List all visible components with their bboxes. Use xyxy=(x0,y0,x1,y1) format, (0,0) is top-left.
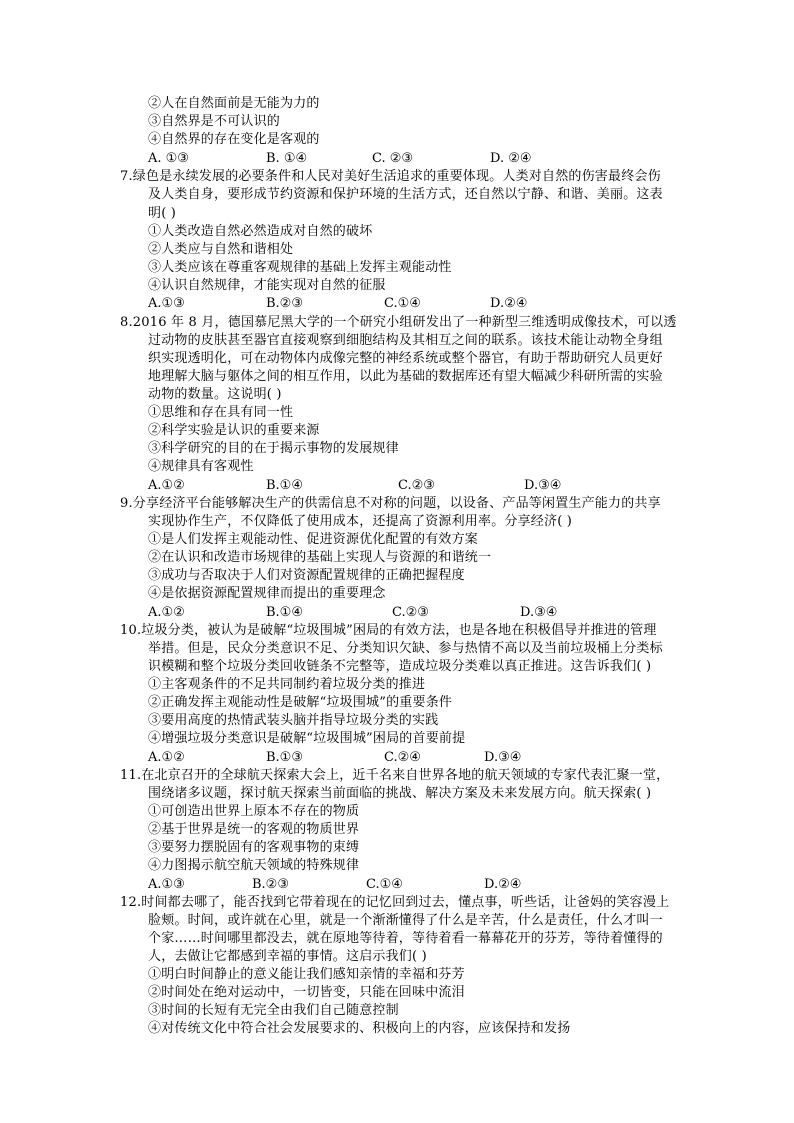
q12-stem-line-2: 脸颊。时间，或许就在心里，就是一个渐渐懂得了什么是辛苦，什么是责任，什么才叫一 xyxy=(148,913,663,928)
q9-option-1: ①是人们发挥主观能动性、促进资源优化配置的有效方案 xyxy=(148,532,479,547)
q11-option-4: ④力图揭示航空航天领域的特殊规律 xyxy=(148,858,360,873)
q11-choice-b: B.②③ xyxy=(252,877,289,892)
q12-option-2: ②时间处在绝对运动中，一切皆变，只能在回味中流泪 xyxy=(148,985,465,1000)
q8-choice-a: A.①② xyxy=(148,478,185,493)
q6-choice-c: C. ②③ xyxy=(372,151,414,166)
q8-option-2: ②科学实验是认识的重要来源 xyxy=(148,423,320,438)
q7-stem-line-1: 7.绿色是永续发展的必要条件和人民对美好生活追求的重要体现。人类对自然的伤害最终会伤 xyxy=(120,169,661,184)
q7-option-3: ③人类应该在尊重客观规律的基础上发挥主观能动性 xyxy=(148,260,452,275)
q8-stem-line-5: 动物的数量。这说明( ) xyxy=(148,387,282,402)
q9-option-3: ③成功与否取决于人们对资源配置规律的正确把握程度 xyxy=(148,568,465,583)
q9-choice-d: D.③④ xyxy=(520,605,558,620)
q10-choice-a: A.①② xyxy=(148,750,185,765)
q6-option-4: ④自然界的存在变化是客观的 xyxy=(148,132,320,147)
q9-option-4: ④是依据资源配置规律而提出的重要理念 xyxy=(148,586,386,601)
q7-choice-a: A.①③ xyxy=(148,296,185,311)
q12-stem-line-3: 个家……时间哪里都没去，就在原地等待着，等待着看一幕幕花开的芬芳，等待着懂得的 xyxy=(148,931,663,946)
q7-option-1: ①人类改造自然必然造成对自然的破坏 xyxy=(148,224,373,239)
q11-choice-c: C.①④ xyxy=(366,877,403,892)
q8-choice-d: D.③④ xyxy=(524,478,562,493)
q10-choice-c: C.②④ xyxy=(384,750,421,765)
q9-option-2: ②在认识和改造市场规律的基础上实现人与资源的和谐统一 xyxy=(148,550,492,565)
q10-option-2: ②正确发挥主观能动性是破解“垃圾围城”的重要条件 xyxy=(148,695,453,710)
q8-stem-line-4: 地理解大脑与躯体之间的相互作用，以此为基础的数据库还有望大幅减少科研所需的实验 xyxy=(148,369,663,384)
q9-choice-b: B.①④ xyxy=(266,605,303,620)
q10-option-4: ④增强垃圾分类意识是破解“垃圾围城”困局的首要前提 xyxy=(148,731,466,746)
q7-choice-c: C.①④ xyxy=(384,296,421,311)
q10-stem-line-1: 10.垃圾分类，被认为是破解“垃圾围城”困局的有效方法，也是各地在积极倡导并推进的管理 xyxy=(120,623,657,638)
q11-choice-a: A.①③ xyxy=(148,877,185,892)
q11-option-3: ③要努力摆脱固有的客观事物的束缚 xyxy=(148,840,360,855)
q6-choice-b: B. ①④ xyxy=(266,151,308,166)
q11-stem-line-2: 围绕诸多议题，探讨航天探索当前面临的挑战、解决方案及未来发展方向。航天探索( ) xyxy=(148,786,652,801)
q10-choice-d: D.③④ xyxy=(484,750,522,765)
q12-option-3: ③时间的长短有无完全由我们自己随意控制 xyxy=(148,1003,399,1018)
q8-option-3: ③科学研究的目的在于揭示事物的发展规律 xyxy=(148,441,399,456)
q11-option-1: ①可创造出世界上原本不存在的物质 xyxy=(148,804,360,819)
q7-stem-line-2: 及人类自身，要形成节约资源和保护环境的生活方式，还自然以宁静、和谐、美丽。这表 xyxy=(148,187,663,202)
q9-choice-a: A.①② xyxy=(148,605,185,620)
q7-choice-b: B.②③ xyxy=(266,296,303,311)
q8-option-4: ④规律具有客观性 xyxy=(148,459,254,474)
q7-choice-d: D.②④ xyxy=(490,296,528,311)
q10-option-1: ①主客观条件的不足共同制约着垃圾分类的推进 xyxy=(148,677,426,692)
q10-stem-line-3: 识模糊和整个垃圾分类回收链条不完整等，造成垃圾分类难以真正推进。这告诉我们( ) xyxy=(148,659,652,674)
q12-stem-line-1: 12.时间都去哪了，能否找到它带着现在的记忆回到过去，懂点事，听些话，让爸妈的笑容漫上 xyxy=(120,895,670,910)
q8-choice-b: B.①④ xyxy=(266,478,303,493)
q7-option-4: ④认识自然规律，才能实现对自然的征服 xyxy=(148,278,386,293)
q6-option-2: ②人在自然面前是无能为力的 xyxy=(148,96,320,111)
q7-stem-line-3: 明( ) xyxy=(148,206,177,221)
q11-option-2: ②基于世界是统一的客观的物质世界 xyxy=(148,822,360,837)
q10-stem-line-2: 举措。但是，民众分类意识不足、分类知识欠缺、参与热情不高以及当前垃圾桶上分类标 xyxy=(148,641,663,656)
q6-choice-d: D. ②④ xyxy=(490,151,532,166)
q8-choice-c: C.②③ xyxy=(398,478,435,493)
q6-option-3: ③自然界是不可认识的 xyxy=(148,114,281,129)
q9-stem-line-1: 9.分享经济平台能够解决生产的供需信息不对称的问题，以设备、产品等闲置生产能力的共享 xyxy=(120,496,661,511)
q6-choice-a: A. ①③ xyxy=(148,151,189,166)
q8-stem-line-3: 织实现透明化，可在动物体内成像完整的神经系统或整个器官，有助于帮助研究人员更好 xyxy=(148,351,663,366)
q8-stem-line-2: 过动物的皮肤甚至器官直接观察到细胞结构及其相互之间的联系。该技术能让动物全身组 xyxy=(148,333,663,348)
q10-choice-b: B.①③ xyxy=(266,750,303,765)
q11-choice-d: D.②④ xyxy=(484,877,522,892)
q8-stem-line-1: 8.2016 年 8 月，德国慕尼黑大学的一个研究小组研发出了一种新型三维透明成像技术，可以透 xyxy=(120,315,677,330)
q8-option-1: ①思维和存在具有同一性 xyxy=(148,405,294,420)
q9-choice-c: C.②③ xyxy=(392,605,429,620)
q12-stem-line-4: 人，去做让它都感到幸福的事情。这启示我们( ) xyxy=(148,949,427,964)
q7-option-2: ②人类应与自然和谐相处 xyxy=(148,242,294,257)
q12-option-4: ④对传统文化中符合社会发展要求的、积极向上的内容，应该保持和发扬 xyxy=(148,1021,571,1036)
q11-stem-line-1: 11.在北京召开的全球航天探索大会上，近千名来自世界各地的航天领域的专家代表汇聚一堂， xyxy=(120,768,670,783)
q10-option-3: ③要用高度的热情武装头脑并指导垃圾分类的实践 xyxy=(148,713,439,728)
q12-option-1: ①明白时间静止的意义能让我们感知亲情的幸福和芬芳 xyxy=(148,967,465,982)
q9-stem-line-2: 实现协作生产，不仅降低了使用成本，还提高了资源利用率。分享经济( ) xyxy=(148,514,573,529)
